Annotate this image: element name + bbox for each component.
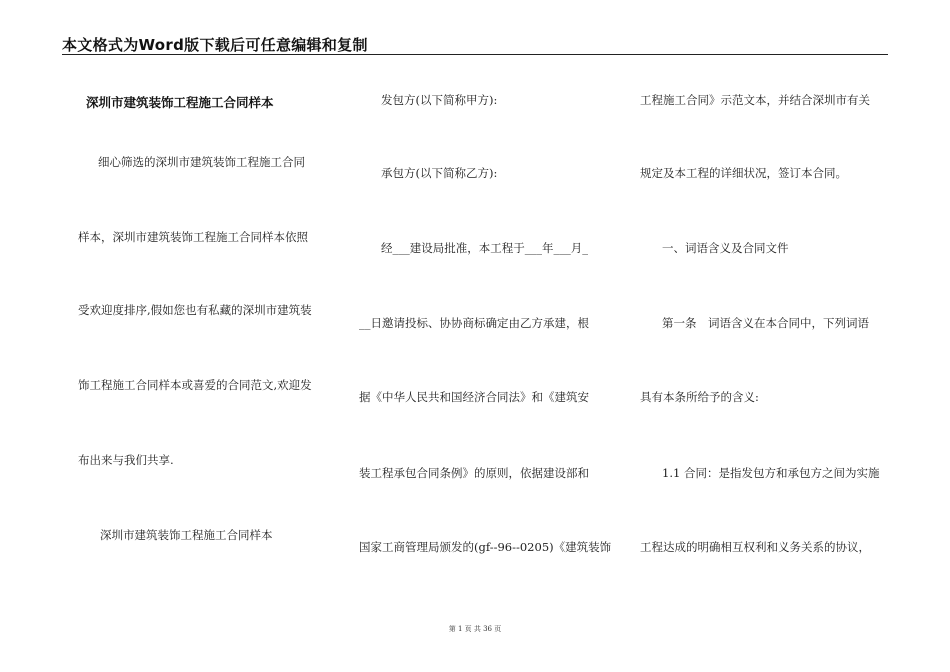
document-title: 深圳市建筑装饰工程施工合同样本: [86, 95, 274, 110]
page-footer: [0, 624, 950, 634]
page-number: 第 1 页 共 36 页: [448, 625, 502, 633]
body-line: 承包方(以下简称乙方):: [381, 166, 498, 180]
body-line: 工程达成的明确相互权利和义务关系的协议，: [640, 540, 870, 554]
body-line: 装工程承包合同条例》的原则，依据建设部和: [359, 466, 589, 480]
body-line: 布出来与我们共享.: [78, 453, 174, 467]
body-line: 深圳市建筑装饰工程施工合同样本: [100, 528, 273, 542]
body-line: 规定及本工程的详细状况，签订本合同。: [640, 166, 847, 180]
body-line: __日邀请投标、协协商标确定由乙方承建，根: [359, 316, 589, 330]
body-line: 经___建设局批准，本工程于___年___月_: [381, 241, 588, 255]
body-line: 国家工商管理局颁发的(gf--96--0205)《建筑装饰: [359, 540, 612, 554]
body-line: 1.1 合同：是指发包方和承包方之间为实施: [662, 466, 880, 480]
body-line: 发包方(以下简称甲方):: [381, 93, 498, 107]
body-line: 细心筛选的深圳市建筑装饰工程施工合同: [98, 155, 305, 169]
body-line: 第一条 词语含义在本合同中，下列词语: [662, 316, 869, 330]
body-line: 饰工程施工合同样本或喜爱的合同范文,欢迎发: [78, 378, 312, 392]
body-line: 一、词语含义及合同文件: [662, 241, 789, 255]
page-header: [62, 34, 888, 55]
body-line: 受欢迎度排序,假如您也有私藏的深圳市建筑装: [78, 303, 312, 317]
header-title: 本文格式为Word版下载后可任意编辑和复制: [62, 36, 368, 54]
body-line: 具有本条所给予的含义:: [640, 390, 759, 404]
body-line: 据《中华人民共和国经济合同法》和《建筑安: [359, 390, 589, 404]
body-line: 样本，深圳市建筑装饰工程施工合同样本依照: [78, 230, 308, 244]
body-line: 工程施工合同》示范文本，并结合深圳市有关: [640, 93, 870, 107]
